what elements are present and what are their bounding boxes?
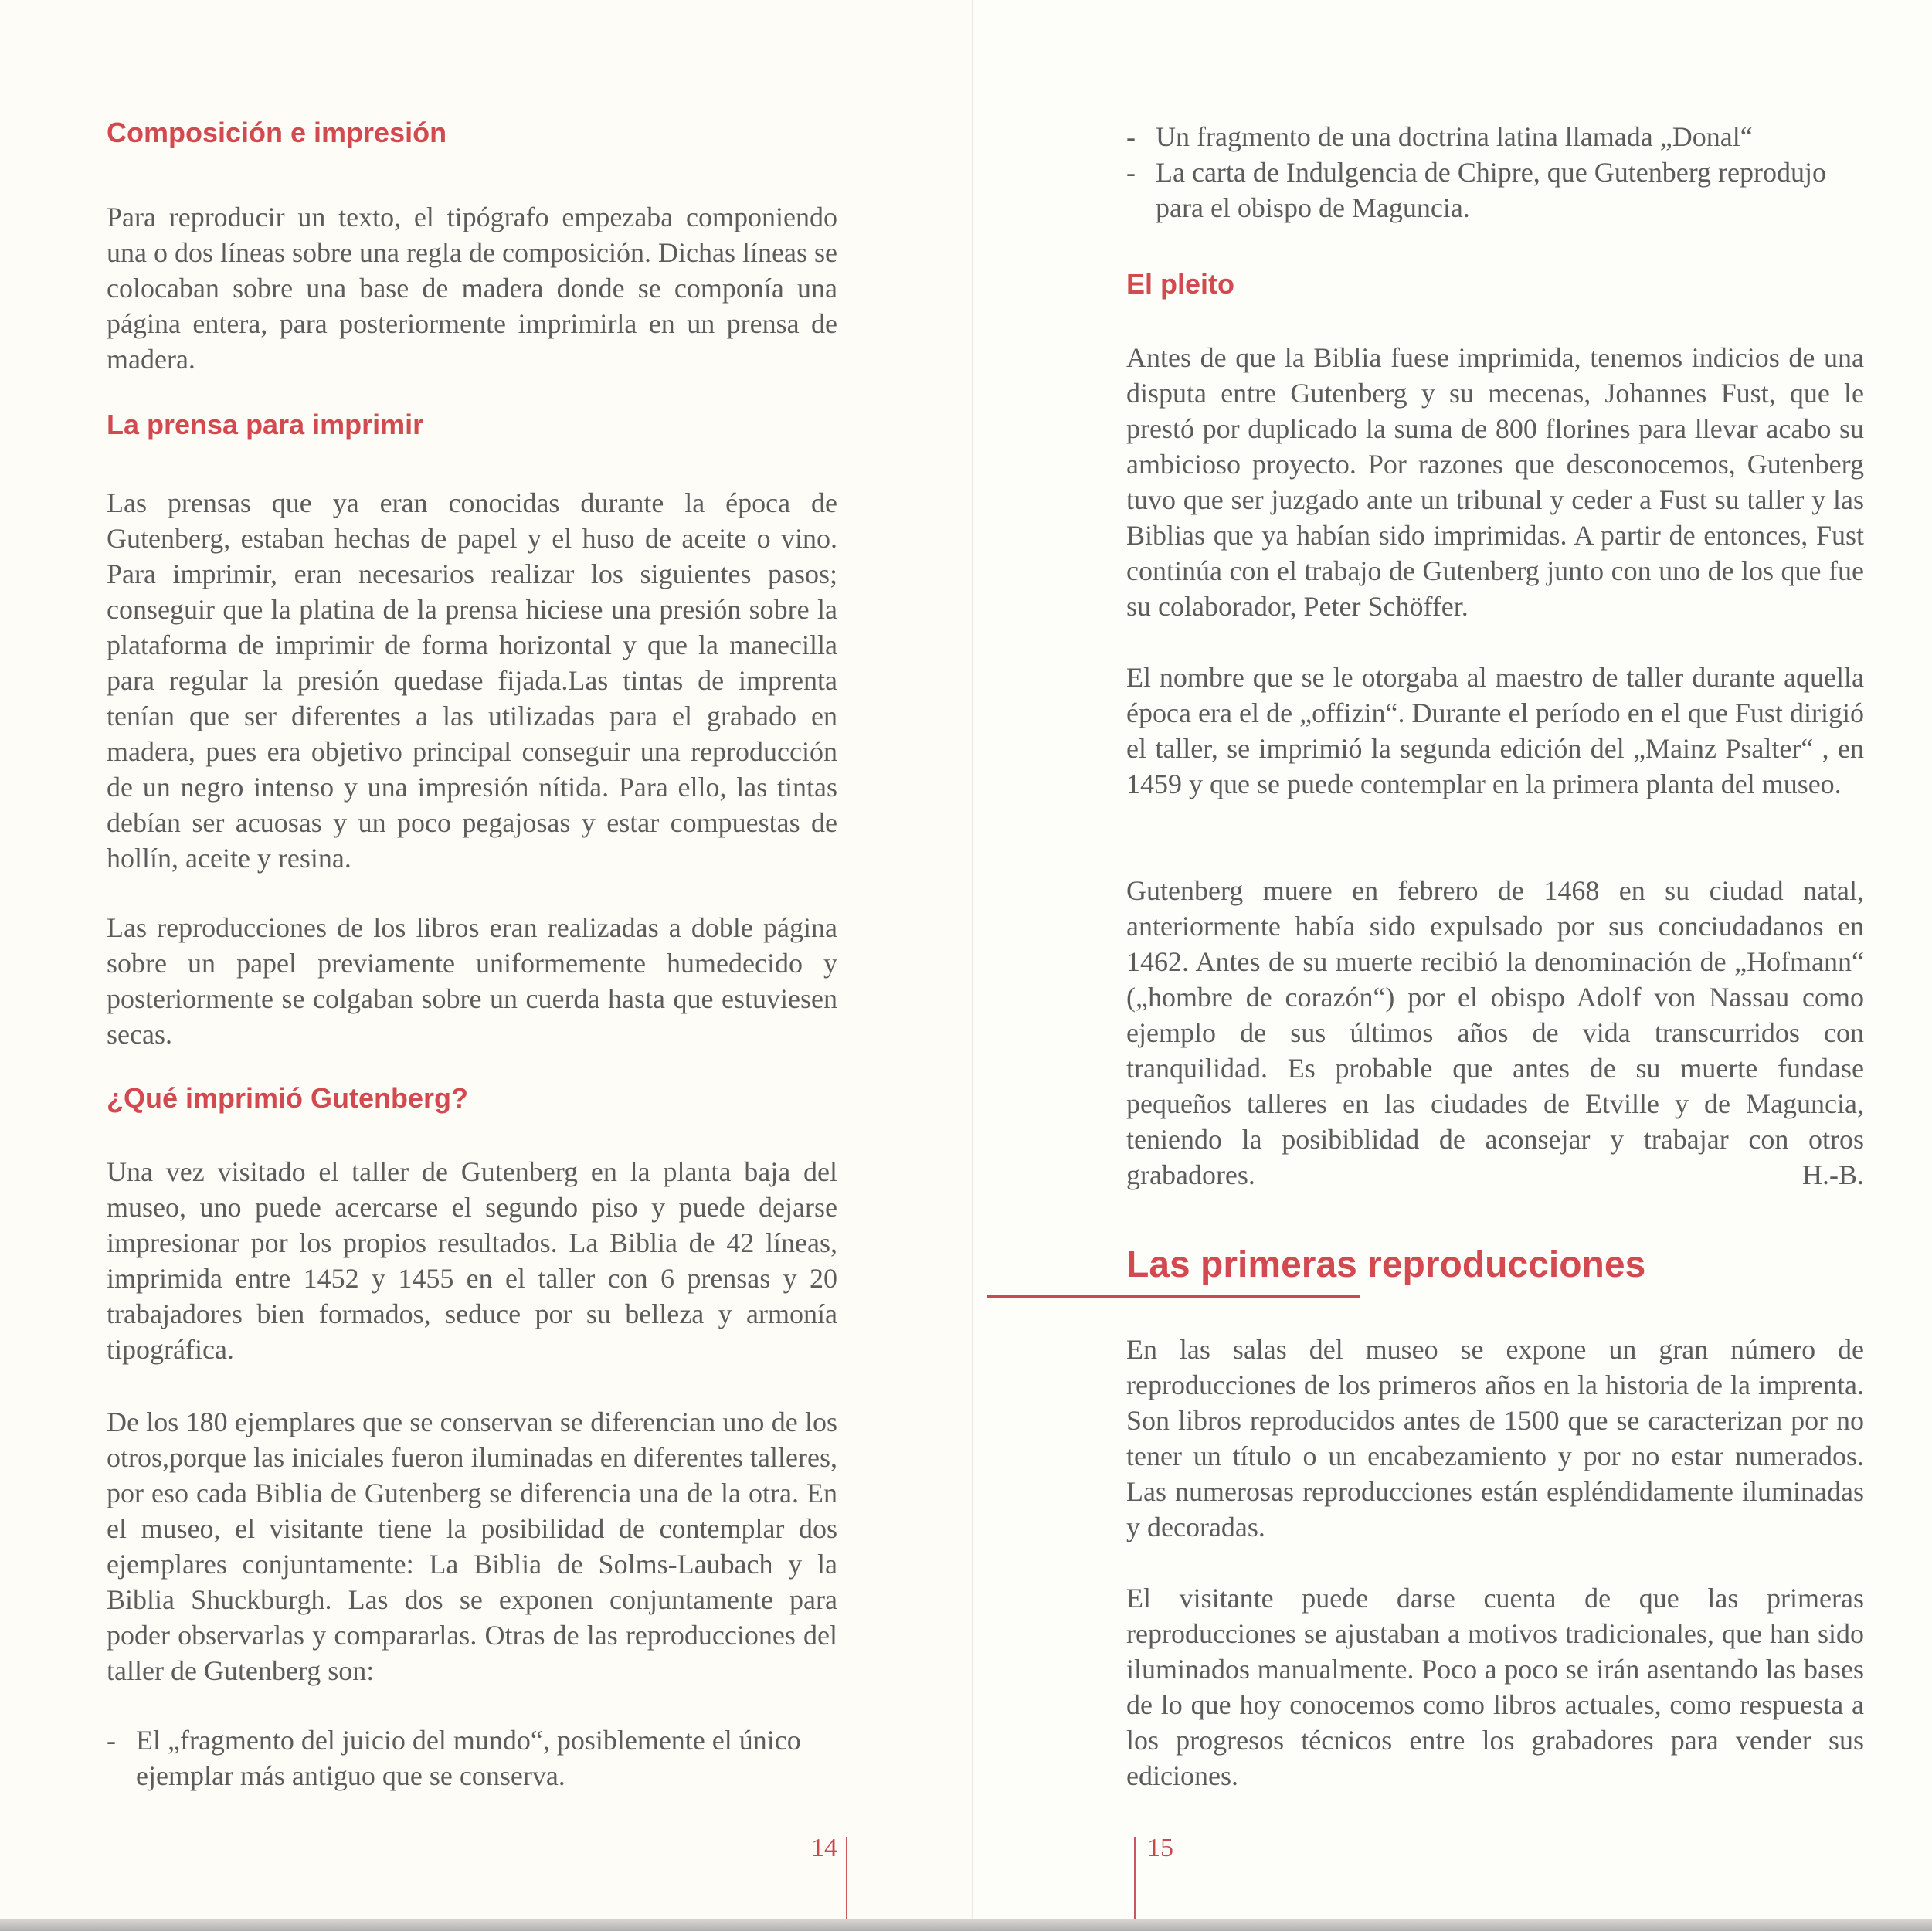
paragraph-primeras-2: El visitante puede darse cuenta de que las primeras reproducciones se ajustaban a motivos tradicionales, que han sido iluminados manualmente. Poco a poco se irán asentando las bases de lo que hoy conocemos como libros actuales, como respuesta a los progresos técnicos entre los grabadores para vender sus ediciones. [1126,1583,1864,1791]
paragraph-prensa-2: Las reproducciones de los libros eran realizadas a doble página sobre un papel previamente uniformemente humedecido y posteriormente se colgaban sobre un cuerda hasta que estuviesen secas. [107,912,837,1050]
paragraph-prensa-1: Las prensas que ya eran conocidas durante la época de Gutenberg, estaban hechas de papel y el huso de aceite o vino. Para imprimir, eran necesarios realizar los siguientes pasos; conseguir que la platina de la prensa hiciese una presión sobre la plataforma de imprimir de forma horizontal y que la manecilla para regular la presión quedase fijada.Las tintas de imprenta tenían que ser diferentes a las utilizadas para el grabado en madera, pues era objetivo principal conseguir una reproducción de un negro intenso y una impresión nítida. Para ello, las tintas debían ser acuosas y un poco pegajosas y estar compuestas de hollín, aceite y resina. [107,487,837,874]
list-item: - El „fragmento del juicio del mundo“, posiblemente el único ejemplar más antiguo que se conserva. [107,1722,837,1794]
list-item: - La carta de Indulgencia de Chipre, que Gutenberg reprodujo para el obispo de Maguncia. [1126,154,1864,226]
heading-primeras-reproducciones: Las primeras reproducciones [1126,1244,1646,1285]
list-item: - Un fragmento de una doctrina latina llamada „Donal“ [1126,119,1864,154]
heading-el-pleito: El pleito [1126,268,1235,300]
list-reproducciones-continued [1126,119,1864,226]
paragraph-composicion: Para reproducir un texto, el tipógrafo empezaba componiendo una o dos líneas sobre una regla de composición. Dichas líneas se colocaban sobre una base de madera donde se componía una página entera, para posteriormente imprimirla en un prensa de madera. [107,202,837,375]
heading-composicion: Composición e impresión [107,117,447,148]
heading-que-imprimio: ¿Qué imprimió Gutenberg? [107,1082,469,1114]
paragraph-pleito-3: Gutenberg muere en febrero de 1468 en su ciudad natal, anteriormente había sido expulsado por sus conciudadanos en 1462. Antes de su muerte recibió la denominación de „Hofmann“ („hombre de corazón“) por el obispo Adolf von Nassau como ejemplo de sus últimos años de vida transcurridos con tranquilidad. Es probable que antes de su muerte fundase pequeños talleres en las ciudades de Etville y de Maguncia, teniendo la posibiblidad de aconsejar y trabajar con otros grabadores. [1126,875,1864,1190]
paragraph-pleito-2: El nombre que se le otorgaba al maestro de taller durante aquella época era el de „offizin“. Durante el período en el que Fust dirigió el taller, se imprimió la segunda edición del „Mainz Psalter“ , en 1459 y que se puede contemplar en la primera planta del museo. [1126,662,1864,799]
list-reproducciones [107,1722,837,1794]
paragraph-primeras-1: En las salas del museo se expone un gran número de reproducciones de los primeros años en la historia de la imprenta. Son libros reproducidos antes de 1500 que se caracterizan por no tener un título o un encabezamiento y por no estar numerados. Las numerosas reproducciones están espléndidamente iluminadas y decoradas. [1126,1334,1864,1542]
paragraph-pleito-1: Antes de que la Biblia fuese imprimida, tenemos indicios de una disputa entre Gutenberg y su mecenas, Johannes Fust, que le prestó por duplicado la suma de 800 florines para llevar acabo su ambicioso proyecto. Por razones que desconocemos, Gutenberg tuvo que ser juzgado ante un tribunal y ceder a Fust su taller y las Biblias que ya habían sido imprimidas. A partir de entonces, Fust continúa con el trabajo de Gutenberg junto con uno de los que fue su colaborador, Peter Schöffer. [1126,342,1864,622]
heading-underline-rule [987,1295,1360,1298]
page-number-rule-left [846,1837,847,1926]
paragraph-que-imprimio-2: De los 180 ejemplares que se conservan se diferencian uno de los otros,porque las iniciales fueron iluminadas en diferentes talleres, por eso cada Biblia de Gutenberg se diferencia una de la otra. En el museo, el visitante tiene la posibilidad de contemplar dos ejemplares conjuntamente: La Biblia de Solms-Laubach y la Biblia Shuckburgh. Las dos se exponen conjuntamente para poder observarlas y compararlas. Otras de las reproducciones del taller de Gutenberg son: [107,1407,837,1686]
author-signature: H.-B. [1802,1159,1864,1190]
page-number-rule-right [1134,1837,1136,1926]
page-number-left: 14 [811,1834,837,1862]
page-bottom-edge [0,1919,1932,1931]
page-number-right: 15 [1147,1834,1173,1862]
heading-prensa: La prensa para imprimir [107,409,424,440]
paragraph-que-imprimio-1: Una vez visitado el taller de Gutenberg en la planta baja del museo, uno puede acercarse el segundo piso y puede dejarse impresionar por los propios resultados. La Biblia de 42 líneas, imprimida entre 1452 y 1455 en el taller con 6 prensas y 20 trabajadores bien formados, seduce por su belleza y armonía tipográfica. [107,1156,837,1365]
